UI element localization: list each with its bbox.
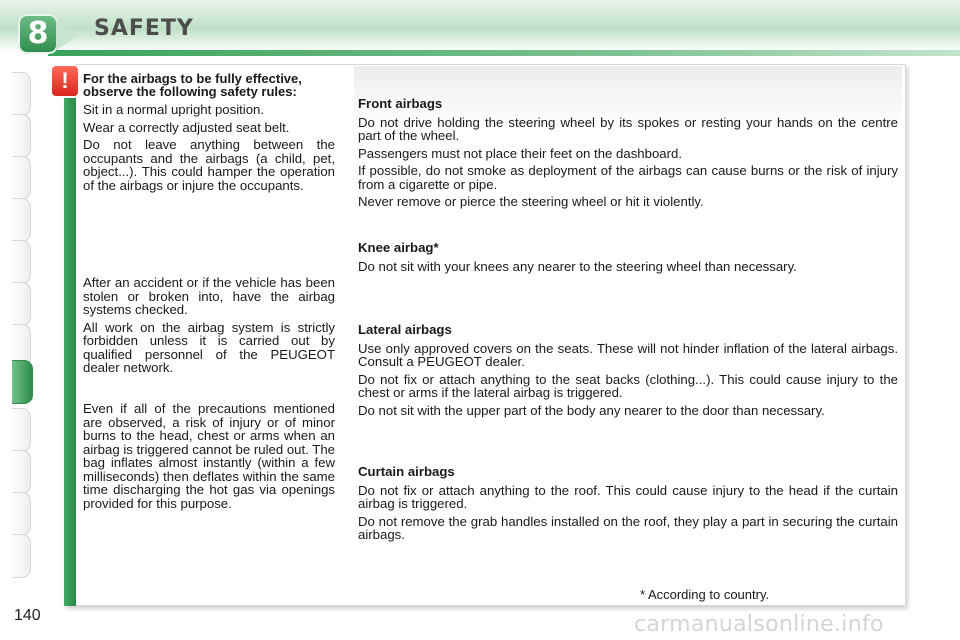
safety-rules-heading: For the airbags to be fully effective, observe the following safety rules: bbox=[83, 71, 302, 99]
page-number: 140 bbox=[14, 607, 41, 624]
footnote: * According to country. bbox=[640, 587, 770, 602]
paragraph: Do not fix or attach anything to the seat backs (clothing...). This could cause injury to the chest or arms if the lateral airbag is triggered. bbox=[358, 371, 898, 400]
chapter-tab[interactable] bbox=[12, 534, 31, 578]
curtain-airbags-section bbox=[358, 465, 898, 546]
chapter-arrow-icon bbox=[56, 22, 78, 50]
chapter-tab[interactable] bbox=[12, 240, 31, 284]
chapter-tab[interactable] bbox=[12, 492, 31, 536]
paragraph: Even if all of the precautions mentioned are observed, a risk of injury or of minor burns to the head, chest or arms when an airbag is triggered cannot be ruled out. The bag inflates almost instantly (within a few milliseconds) then deflates within the same time discharging the hot gas via openings provided for this purpose. bbox=[83, 401, 335, 511]
chapter-title: SAFETY bbox=[94, 16, 194, 41]
header-rule bbox=[48, 50, 960, 56]
paragraph: Use only approved covers on the seats. These will not hinder inflation of the lateral airbags. Consult a PEUGEOT dealer. bbox=[358, 340, 898, 369]
watermark: carmanualsonline.info bbox=[634, 612, 884, 637]
card-accent-bar bbox=[64, 64, 76, 606]
paragraph: Passengers must not place their feet on the dashboard. bbox=[358, 145, 683, 161]
front-airbags-heading: Front airbags bbox=[358, 96, 443, 111]
paragraph: Wear a correctly adjusted seat belt. bbox=[83, 119, 290, 135]
lateral-airbags-section bbox=[358, 323, 898, 421]
paragraph: Do not drive holding the steering wheel by its spokes or resting your hands on the centre part of the wheel. bbox=[358, 114, 898, 143]
chapter-tab[interactable] bbox=[12, 198, 31, 242]
chapter-tab[interactable] bbox=[12, 114, 31, 158]
warning-icon: ! bbox=[52, 66, 78, 96]
paragraph: Do not fix or attach anything to the roof. This could cause injury to the head if the curtain airbag is triggered. bbox=[358, 482, 898, 511]
paragraph: Do not remove the grab handles installed on the roof, they play a part in securing the curtain airbags. bbox=[358, 513, 898, 542]
front-airbags-section bbox=[358, 97, 898, 213]
precautions-block bbox=[83, 402, 335, 514]
paragraph: Do not leave anything between the occupants and the airbags (a child, pet, object...). This could hamper the operation of the airbags or injure the occupants. bbox=[83, 137, 335, 193]
chapter-number-badge: 8 bbox=[18, 14, 58, 54]
chapter-tab[interactable] bbox=[12, 72, 31, 116]
chapter-tab[interactable] bbox=[12, 156, 31, 200]
paragraph: If possible, do not smoke as deployment of the airbags can cause burns or the risk of injury from a cigarette or pipe. bbox=[358, 163, 898, 192]
paragraph: Sit in a normal upright position. bbox=[83, 102, 265, 117]
chapter-tab[interactable] bbox=[12, 450, 31, 494]
knee-airbag-heading: Knee airbag* bbox=[358, 240, 439, 255]
curtain-airbags-heading: Curtain airbags bbox=[358, 464, 455, 479]
paragraph: Never remove or pierce the steering wheel or hit it violently. bbox=[358, 194, 704, 209]
knee-airbag-section bbox=[358, 241, 898, 277]
paragraph: All work on the airbag system is strictly forbidden unless it is carried out by qualified personnel of the PEUGEOT dealer network. bbox=[83, 319, 335, 375]
after-accident-block bbox=[83, 276, 335, 379]
chapter-tab[interactable] bbox=[12, 282, 31, 326]
lateral-airbags-heading: Lateral airbags bbox=[358, 322, 452, 337]
paragraph: After an accident or if the vehicle has been stolen or broken into, have the airbag systems checked. bbox=[83, 275, 335, 317]
safety-rules-block bbox=[83, 73, 335, 196]
paragraph: Do not sit with your knees any nearer to the steering wheel than necessary. bbox=[358, 258, 797, 274]
paragraph: Do not sit with the upper part of the body any nearer to the door than necessary. bbox=[358, 402, 825, 418]
chapter-tab-active[interactable] bbox=[12, 360, 33, 404]
chapter-tab[interactable] bbox=[12, 408, 31, 452]
